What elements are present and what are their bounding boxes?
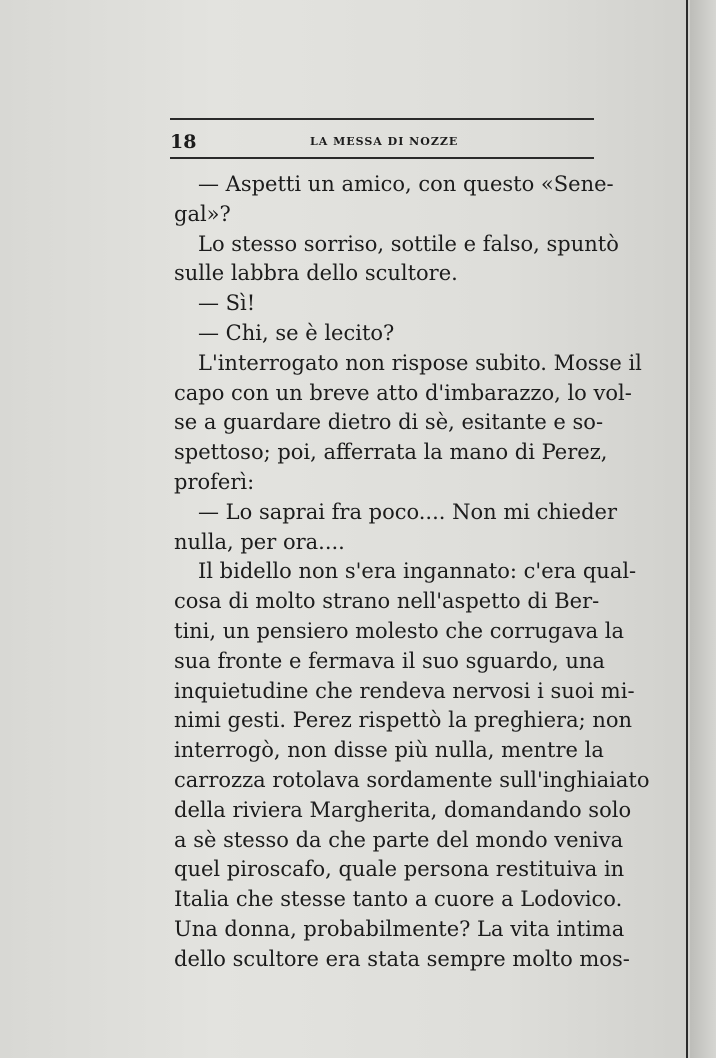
text-line: della riviera Margherita, domandando solo	[174, 797, 632, 822]
header-rule-bottom	[170, 157, 594, 159]
text-line: tini, un pensiero molesto che corrugava la	[174, 618, 625, 643]
page-number: 18	[170, 131, 197, 153]
text-line: — Aspetti un amico, con questo «Sene-	[198, 172, 614, 196]
text-line: capo con un breve atto d'imbarazzo, lo vol-	[174, 380, 632, 405]
text-line: sulle labbra dello scultore.	[174, 261, 458, 286]
text-line: dello scultore era stata sempre molto mos-	[174, 946, 630, 971]
text-line: L'interrogato non rispose subito. Mosse il	[198, 350, 642, 375]
body-text	[174, 170, 650, 975]
text-line: Una donna, probabilmente? La vita intima	[174, 916, 625, 941]
text-line: — Lo saprai fra poco.... Non mi chieder	[198, 499, 617, 524]
text-line: interrogò, non disse più nulla, mentre la	[174, 738, 604, 763]
text-line: Il bidello non s'era ingannato: c'era qual-	[198, 559, 637, 584]
running-title: LA MESSA DI NOZZE	[310, 135, 459, 148]
text-line: spettoso; poi, afferrata la mano di Perez,	[174, 440, 608, 465]
text-line: a sè stesso da che parte del mondo veniva	[174, 827, 624, 852]
text-line: nulla, per ora....	[174, 529, 345, 554]
text-line: — Chi, se è lecito?	[198, 320, 395, 345]
text-line: Lo stesso sorriso, sottile e falso, spuntò	[198, 231, 619, 256]
text-line: sua fronte e fermava il suo sguardo, una	[174, 648, 605, 673]
text-line: inquietudine che rendeva nervosi i suoi mi-	[174, 678, 635, 703]
text-line: proferì:	[174, 469, 255, 494]
text-line: Italia che stesse tanto a cuore a Lodovico.	[174, 887, 623, 912]
text-line: gal»?	[174, 201, 231, 226]
header-rule-top	[170, 118, 594, 120]
text-line: nimi gesti. Perez rispettò la preghiera; non	[174, 708, 633, 733]
page-edge-shadow	[690, 0, 716, 1058]
text-line: — Sì!	[198, 291, 256, 316]
page-edge-line	[686, 0, 688, 1058]
text-line: quel piroscafo, quale persona restituiva in	[174, 857, 625, 882]
text-line: se a guardare dietro di sè, esitante e so-	[174, 410, 604, 435]
text-line: cosa di molto strano nell'aspetto di Ber-	[174, 589, 600, 614]
text-line: carrozza rotolava sordamente sull'inghiaiato	[174, 767, 650, 792]
